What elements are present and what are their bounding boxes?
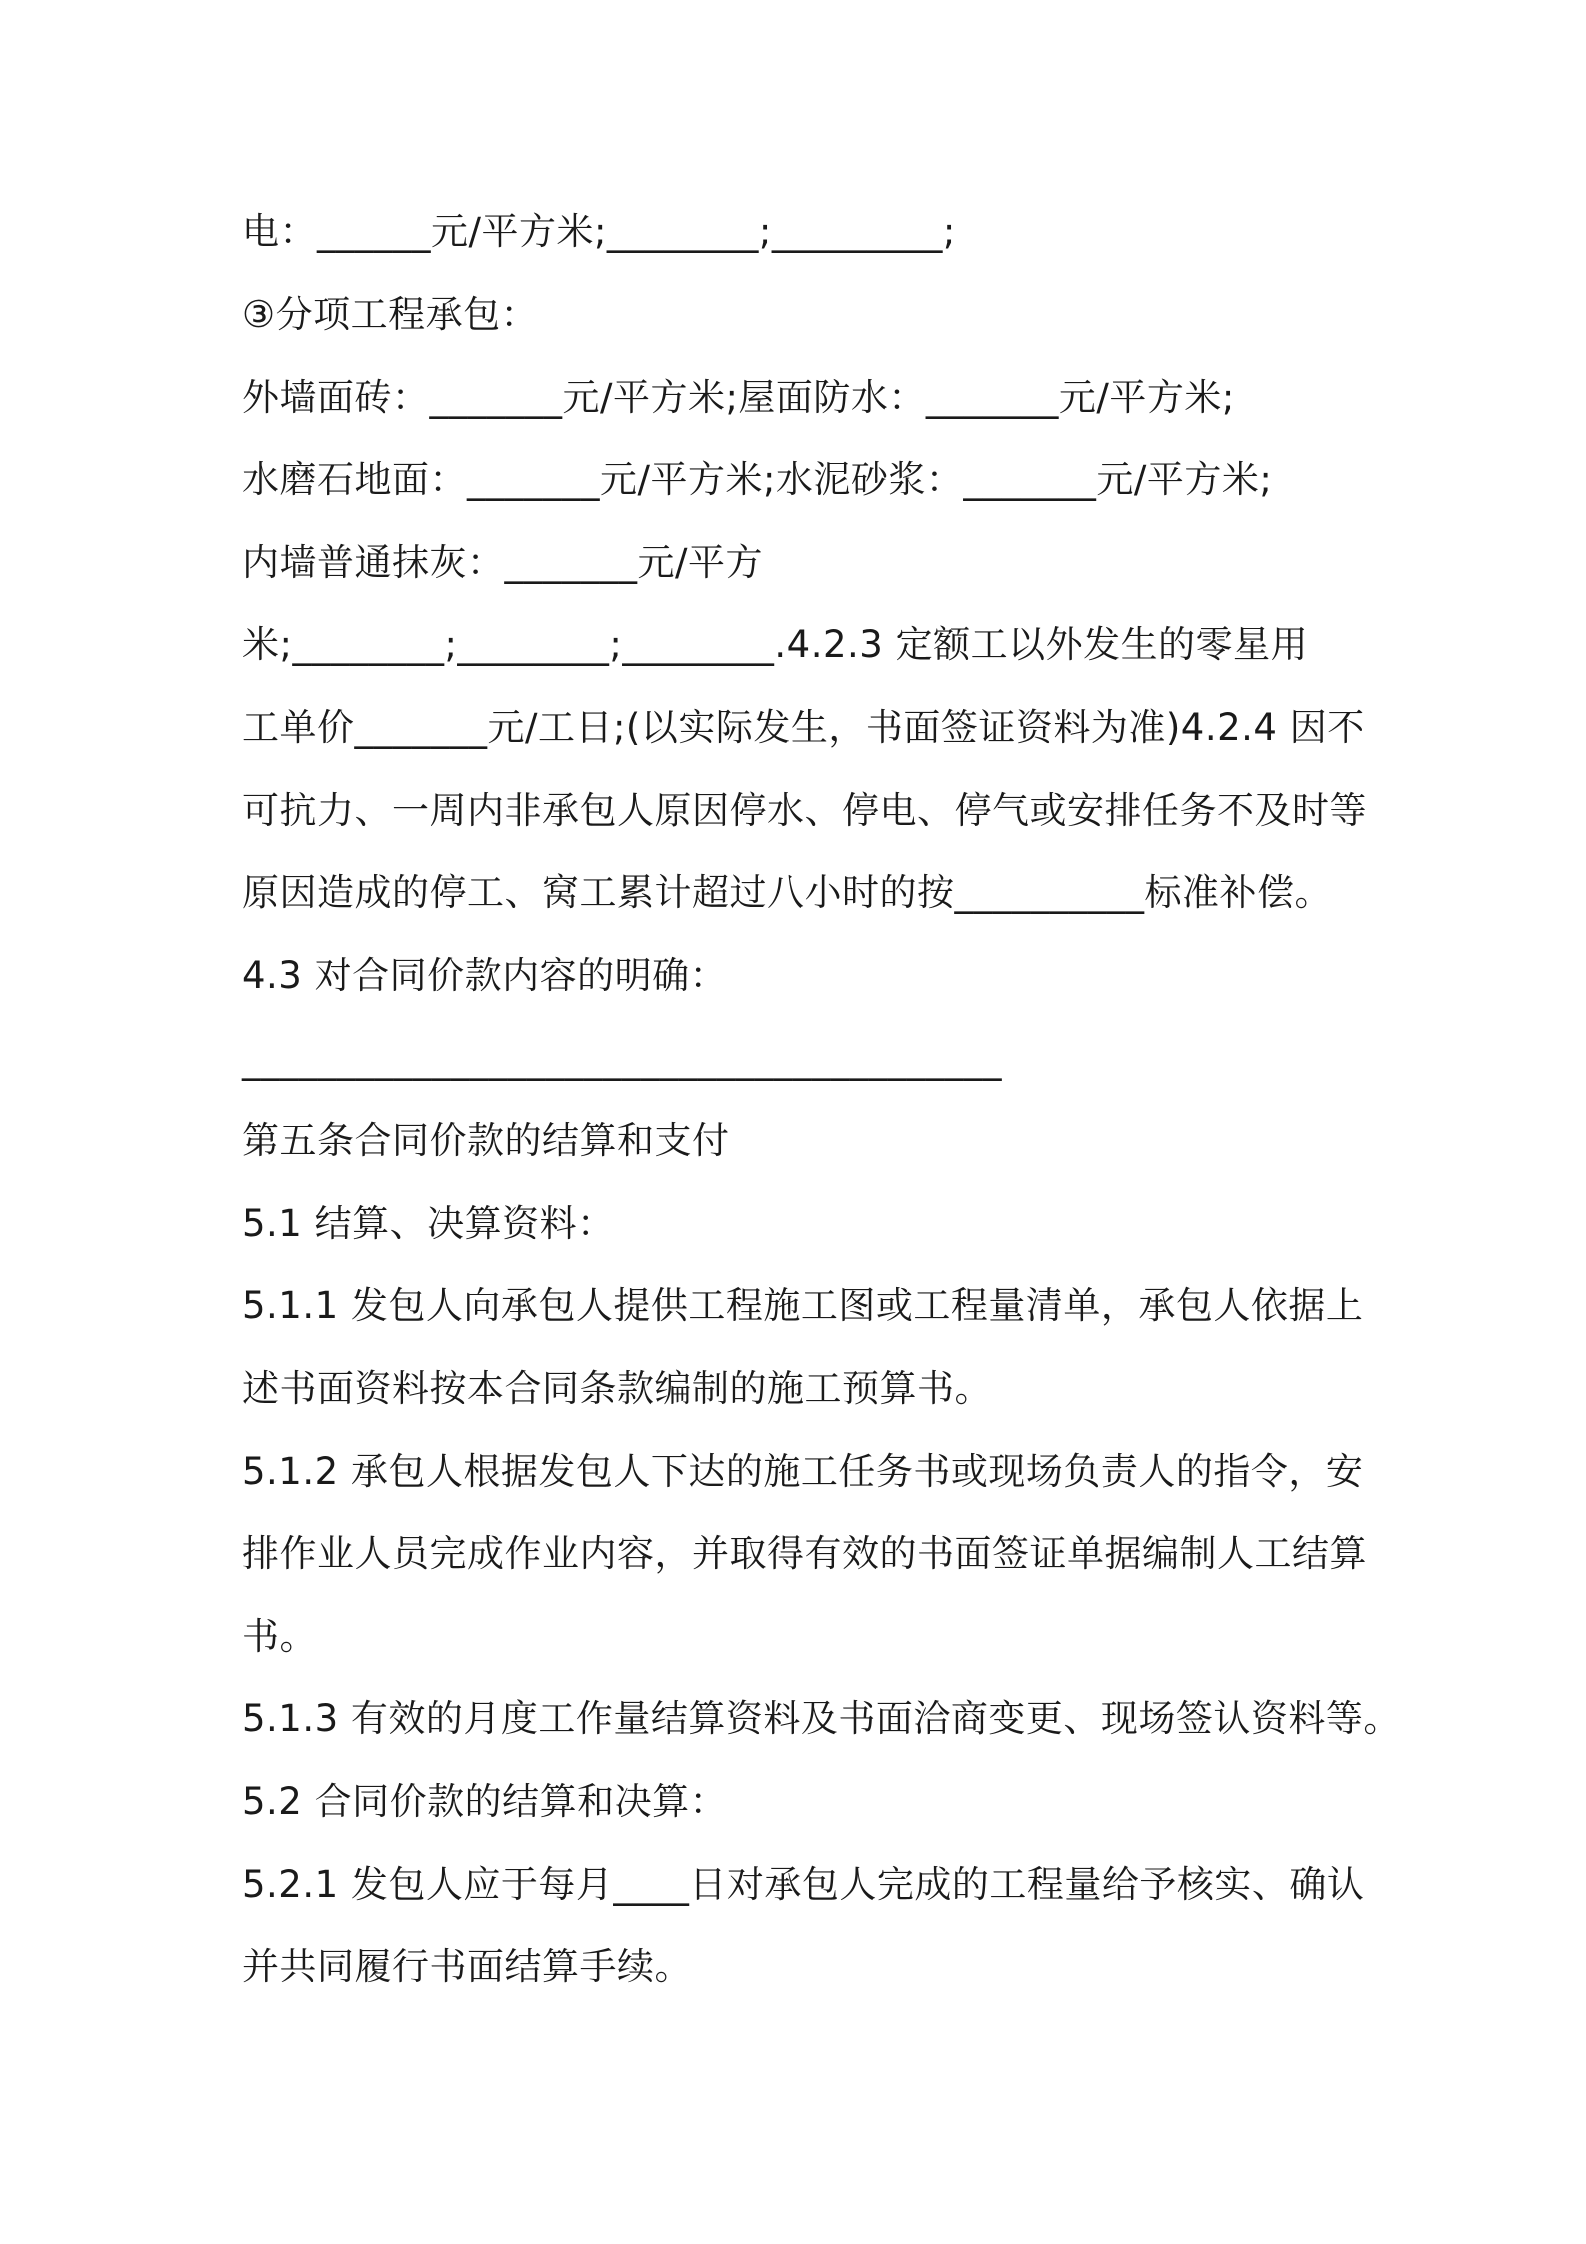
text-line-clause-4-3: 4.3 对合同价款内容的明确： <box>242 954 728 997</box>
text-line-terrazzo-mortar: 水磨石地面：_______元/平方米;水泥砂浆：_______元/平方米; <box>242 458 1273 501</box>
text-line-labor-unit-price: 工单价_______元/工日;(以实际发生，书面签证资料为准)4.2.4 因不 <box>242 706 1365 749</box>
text-line-wall-tiles-waterproofing: 外墙面砖：_______元/平方米;屋面防水：_______元/平方米; <box>242 376 1235 419</box>
text-line-interior-plaster: 内墙普通抹灰：_______元/平方 <box>242 541 763 584</box>
text-line-clause-5-2-1-cont: 并共同履行书面结算手续。 <box>242 1945 692 1988</box>
text-line-clause-5-1-3: 5.1.3 有效的月度工作量结算资料及书面洽商变更、现场签认资料等。 <box>242 1697 1401 1740</box>
text-line-clause-5-1-1-cont: 述书面资料按本合同条款编制的施工预算书。 <box>242 1367 992 1410</box>
text-line-force-majeure: 可抗力、一周内非承包人原因停水、停电、停气或安排任务不及时等 <box>242 789 1367 832</box>
text-line-compensation: 原因造成的停工、窝工累计超过八小时的按__________标准补偿。 <box>242 871 1332 914</box>
text-line-clause-5-1-2-end: 书。 <box>242 1615 317 1658</box>
text-line-clause-5-2-1: 5.2.1 发包人应于每月____日对承包人完成的工程量给予核实、确认 <box>242 1863 1365 1906</box>
text-line-clause-5-2: 5.2 合同价款的结算和决算： <box>242 1780 728 1823</box>
text-line-clause-5-1-2-cont: 排作业人员完成作业内容，并取得有效的书面签证单据编制人工结算 <box>242 1532 1367 1575</box>
text-line-clause-5-1: 5.1 结算、决算资料： <box>242 1202 615 1245</box>
text-line-clause-4-2-3: 米;________;________;________.4.2.3 定额工以外发生的零星用 <box>242 623 1309 666</box>
text-line-clause-5-1-1: 5.1.1 发包人向承包人提供工程施工图或工程量清单，承包人依据上 <box>242 1284 1364 1327</box>
text-line-electricity-price: 电：______元/平方米;________;_________; <box>242 210 956 253</box>
section-heading-article-5: 第五条合同价款的结算和支付 <box>242 1119 730 1162</box>
text-line-blank-underline: ________________________________________ <box>242 1038 1002 1081</box>
text-line-clause-5-1-2: 5.1.2 承包人根据发包人下达的施工任务书或现场负责人的指令，安 <box>242 1450 1364 1493</box>
text-line-subitem-contracting: ③分项工程承包： <box>242 293 539 336</box>
